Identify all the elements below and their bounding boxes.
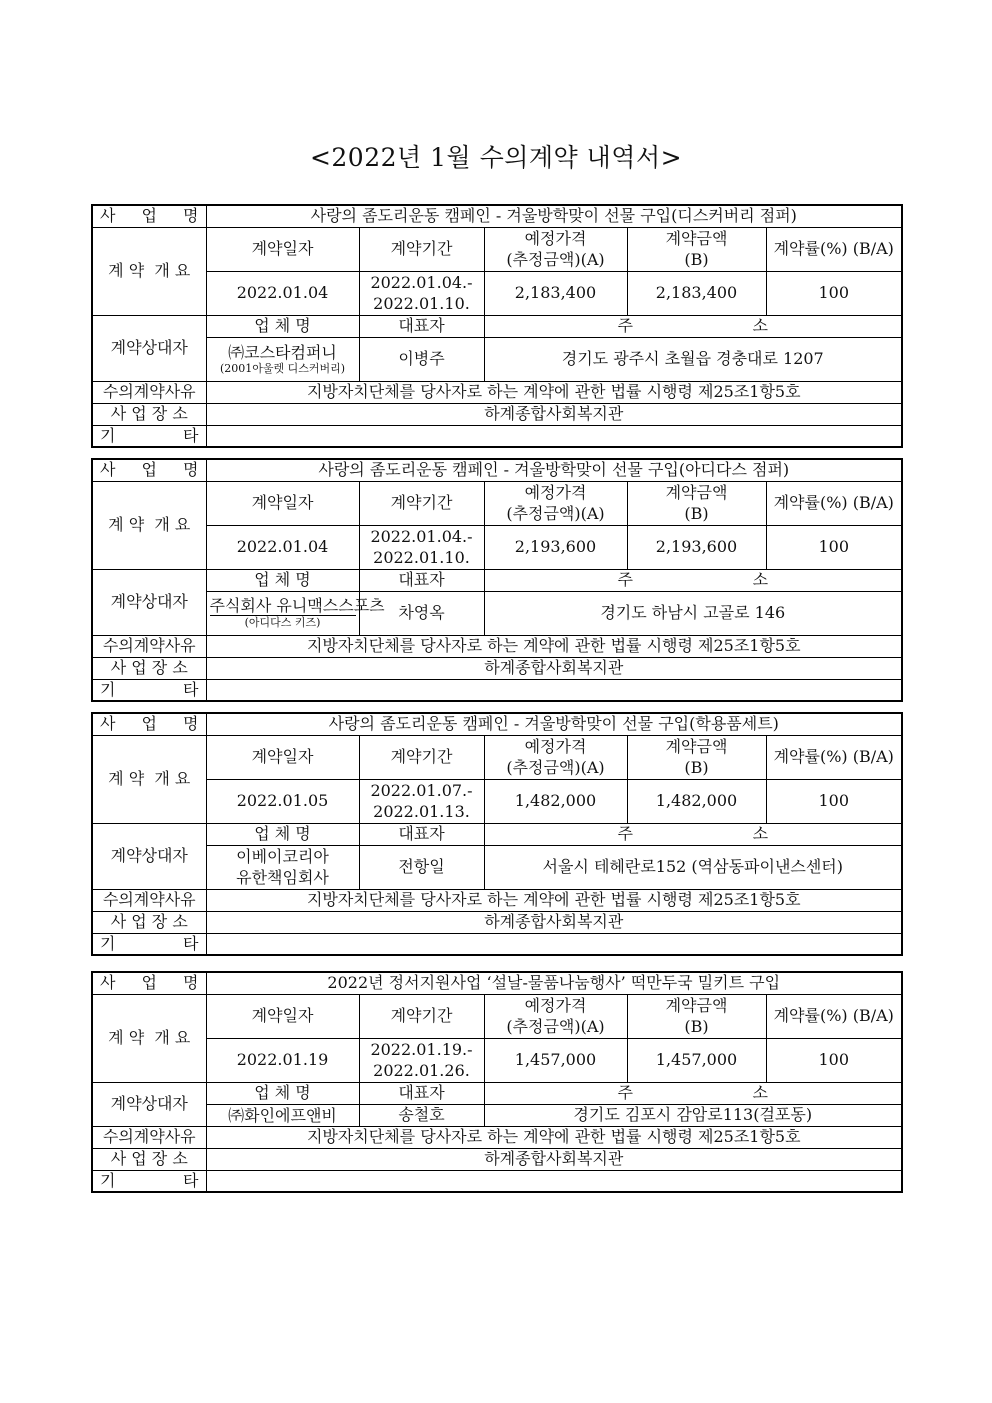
representative-header: 대표자: [359, 315, 484, 337]
estimated-price-header: [484, 994, 627, 1038]
address-value: 경기도 하남시 고골로 146: [484, 591, 902, 635]
reason-label: 수의계약사유: [92, 381, 206, 403]
contract-table: [91, 204, 903, 448]
contract-amount-header-line1: 계약금액: [665, 996, 728, 1015]
vendor-name-header: 업 체 명: [206, 823, 359, 845]
contract-amount-header: [627, 481, 766, 525]
contract-period-end: 2022.01.10.: [373, 548, 470, 567]
etc-label: [92, 679, 206, 701]
etc-value: [206, 679, 902, 701]
etc-label-text-part: 기: [100, 1170, 116, 1190]
contract-rate-header: 계약률(%) (B/A): [766, 735, 902, 779]
contract-date-value: 2022.01.04: [206, 271, 359, 315]
project-label-text-part: 업: [141, 206, 157, 226]
contract-amount-header: [627, 227, 766, 271]
address-header-part: 소: [752, 824, 769, 843]
address-header-text: [488, 316, 899, 336]
contract-period-end: 2022.01.26.: [373, 1061, 470, 1080]
contract-amount-value: 2,183,400: [627, 271, 766, 315]
project-label: [92, 713, 206, 735]
project-label: [92, 459, 206, 481]
reason-label: 수의계약사유: [92, 635, 206, 657]
etc-label-text-part: 기: [100, 933, 116, 953]
representative-header: 대표자: [359, 1082, 484, 1104]
etc-label-text-part: 타: [183, 679, 199, 699]
estimated-price-header-line2: (추정금액)(A): [506, 758, 605, 777]
contract-rate-header: 계약률(%) (B/A): [766, 227, 902, 271]
project-label-text-part: 명: [183, 714, 199, 734]
vendor-name-value: [206, 845, 359, 889]
project-label-text-part: 명: [183, 973, 199, 993]
project-label-text-part: 명: [183, 206, 199, 226]
contract-rate-value: 100: [766, 779, 902, 823]
vendor-name-header: 업 체 명: [206, 569, 359, 591]
contract-amount-header-line1: 계약금액: [665, 737, 728, 756]
overview-label: 계 약 개 요: [92, 481, 206, 569]
representative-value: 차영옥: [359, 591, 484, 635]
vendor-name-value: [206, 1104, 359, 1126]
etc-label: [92, 1170, 206, 1192]
etc-label-text-part: 타: [183, 933, 199, 953]
vendor-name-header: 업 체 명: [206, 315, 359, 337]
contractor-label: 계약상대자: [92, 823, 206, 889]
contract-date-header: 계약일자: [206, 481, 359, 525]
contract-rate-value: 100: [766, 525, 902, 569]
contract-table: [91, 971, 903, 1193]
contract-date-value: 2022.01.19: [206, 1038, 359, 1082]
contract-period-header: 계약기간: [359, 481, 484, 525]
estimated-price-header-line2: (추정금액)(A): [506, 504, 605, 523]
estimated-price-value: 2,183,400: [484, 271, 627, 315]
etc-value: [206, 1170, 902, 1192]
reason-value: 지방자치단체를 당사자로 하는 계약에 관한 법률 시행령 제25조1항5호: [206, 1126, 902, 1148]
estimated-price-header: [484, 481, 627, 525]
vendor-name-sub: (2001아울렛 디스커버리): [219, 361, 346, 375]
estimated-price-header-line2: (추정금액)(A): [506, 250, 605, 269]
project-name: 사랑의 좀도리운동 캠페인 - 겨울방학맞이 선물 구입(디스커버리 점퍼): [206, 205, 902, 227]
address-value: 경기도 김포시 감암로113(걸포동): [484, 1104, 902, 1126]
reason-label: 수의계약사유: [92, 889, 206, 911]
reason-value: 지방자치단체를 당사자로 하는 계약에 관한 법률 시행령 제25조1항5호: [206, 635, 902, 657]
project-label-text-part: 업: [141, 973, 157, 993]
contract-amount-header-line2: (B): [684, 250, 709, 269]
estimated-price-header-line1: 예정가격: [524, 996, 587, 1015]
contract-amount-value: 1,482,000: [627, 779, 766, 823]
contractor-label: 계약상대자: [92, 315, 206, 381]
etc-label-text-part: 기: [100, 679, 116, 699]
project-label-text: [96, 206, 203, 226]
address-header-part: 주: [617, 316, 633, 335]
contract-date-value: 2022.01.05: [206, 779, 359, 823]
overview-label: 계 약 개 요: [92, 227, 206, 315]
contract-rate-value: 100: [766, 1038, 902, 1082]
project-name: 사랑의 좀도리운동 캠페인 - 겨울방학맞이 선물 구입(아디다스 점퍼): [206, 459, 902, 481]
address-header-part: 소: [752, 1083, 769, 1102]
address-header-part: 주: [617, 570, 633, 589]
place-label: 사 업 장 소: [92, 657, 206, 679]
place-label: 사 업 장 소: [92, 911, 206, 933]
contract-period-start: 2022.01.19.-: [370, 1040, 473, 1059]
project-label-text-part: 명: [183, 460, 199, 480]
address-header: [484, 315, 902, 337]
project-label-text-part: 사: [100, 460, 116, 480]
contract-period-value: [359, 779, 484, 823]
vendor-name-sub: 유한책임회사: [236, 868, 329, 887]
etc-value: [206, 933, 902, 955]
vendor-name-main: 주식회사 유니맥스스포츠: [209, 596, 385, 615]
etc-label: [92, 933, 206, 955]
contract-period-start: 2022.01.04.-: [370, 527, 473, 546]
contract-period-start: 2022.01.07.-: [370, 781, 473, 800]
etc-value: [206, 425, 902, 447]
estimated-price-header-line2: (추정금액)(A): [506, 1017, 605, 1036]
project-label-text-part: 사: [100, 714, 116, 734]
address-header-part: 주: [617, 824, 633, 843]
project-label-text: [96, 714, 203, 734]
etc-label-text-part: 타: [183, 425, 199, 445]
contract-amount-header: [627, 735, 766, 779]
project-label-text: [96, 973, 203, 993]
contract-rate-value: 100: [766, 271, 902, 315]
address-header-text: [488, 570, 899, 590]
contract-amount-header-line2: (B): [684, 758, 709, 777]
overview-label: 계 약 개 요: [92, 994, 206, 1082]
contract-amount-header-line2: (B): [684, 1017, 709, 1036]
address-header-part: 소: [752, 316, 769, 335]
vendor-name-value: [206, 591, 385, 635]
project-label-text-part: 사: [100, 206, 116, 226]
contract-date-header: 계약일자: [206, 227, 359, 271]
project-label-text-part: 업: [141, 460, 157, 480]
estimated-price-header: [484, 735, 627, 779]
estimated-price-value: 1,482,000: [484, 779, 627, 823]
etc-label-text: [96, 680, 203, 700]
reason-value: 지방자치단체를 당사자로 하는 계약에 관한 법률 시행령 제25조1항5호: [206, 889, 902, 911]
place-label: 사 업 장 소: [92, 403, 206, 425]
project-label-text: [96, 460, 203, 480]
address-header: [484, 1082, 902, 1104]
project-label: [92, 205, 206, 227]
page-title: <2022년 1월 수의계약 내역서>: [309, 143, 683, 172]
contract-amount-header-line2: (B): [684, 504, 709, 523]
contractor-label: 계약상대자: [92, 1082, 206, 1126]
address-header-part: 주: [617, 1083, 633, 1102]
project-name: 2022년 정서지원사업 ‘설날-물품나눔행사’ 떡만두국 밀키트 구입: [206, 972, 902, 994]
estimated-price-header: [484, 227, 627, 271]
etc-label-text: [96, 1171, 203, 1191]
contract-amount-value: 2,193,600: [627, 525, 766, 569]
contract-table: [91, 458, 903, 702]
estimated-price-value: 2,193,600: [484, 525, 627, 569]
etc-label-text: [96, 934, 203, 954]
contract-table: [91, 712, 903, 956]
contract-date-value: 2022.01.04: [206, 525, 359, 569]
contract-period-end: 2022.01.10.: [373, 294, 470, 313]
contract-period-header: 계약기간: [359, 735, 484, 779]
place-value: 하계종합사회복지관: [206, 403, 902, 425]
representative-header: 대표자: [359, 569, 484, 591]
contract-period-value: [359, 1038, 484, 1082]
etc-label-text-part: 기: [100, 425, 116, 445]
contract-amount-header-line1: 계약금액: [665, 483, 728, 502]
etc-label-text: [96, 426, 203, 446]
contract-period-start: 2022.01.04.-: [370, 273, 473, 292]
vendor-name-header: 업 체 명: [206, 1082, 359, 1104]
project-label-text-part: 사: [100, 973, 116, 993]
place-value: 하계종합사회복지관: [206, 1148, 902, 1170]
place-value: 하계종합사회복지관: [206, 911, 902, 933]
estimated-price-header-line1: 예정가격: [524, 737, 587, 756]
contract-period-end: 2022.01.13.: [373, 802, 470, 821]
address-header: [484, 823, 902, 845]
overview-label: 계 약 개 요: [92, 735, 206, 823]
address-value: 서울시 테헤란로152 (역삼동파이낸스센터): [484, 845, 902, 889]
estimated-price-value: 1,457,000: [484, 1038, 627, 1082]
project-label-text-part: 업: [141, 714, 157, 734]
representative-header: 대표자: [359, 823, 484, 845]
address-header-part: 소: [752, 570, 769, 589]
reason-value: 지방자치단체를 당사자로 하는 계약에 관한 법률 시행령 제25조1항5호: [206, 381, 902, 403]
project-label: [92, 972, 206, 994]
place-label: 사 업 장 소: [92, 1148, 206, 1170]
contractor-label: 계약상대자: [92, 569, 206, 635]
contract-period-value: [359, 525, 484, 569]
contract-period-value: [359, 271, 484, 315]
estimated-price-header-line1: 예정가격: [524, 229, 587, 248]
contract-rate-header: 계약률(%) (B/A): [766, 994, 902, 1038]
etc-label-text-part: 타: [183, 1170, 199, 1190]
project-name: 사랑의 좀도리운동 캠페인 - 겨울방학맞이 선물 구입(학용품세트): [206, 713, 902, 735]
reason-label: 수의계약사유: [92, 1126, 206, 1148]
representative-value: 송철호: [359, 1104, 484, 1126]
contract-amount-header-line1: 계약금액: [665, 229, 728, 248]
contract-date-header: 계약일자: [206, 735, 359, 779]
vendor-name-main: ㈜화인에프앤비: [228, 1105, 337, 1125]
contract-period-header: 계약기간: [359, 994, 484, 1038]
address-header-text: [488, 1083, 899, 1103]
representative-value: 이병주: [359, 337, 484, 381]
vendor-name-sub: (아디다스 키즈): [244, 616, 321, 629]
representative-value: 전항일: [359, 845, 484, 889]
contract-amount-value: 1,457,000: [627, 1038, 766, 1082]
contract-rate-header: 계약률(%) (B/A): [766, 481, 902, 525]
place-value: 하계종합사회복지관: [206, 657, 902, 679]
address-header-text: [488, 824, 899, 844]
vendor-name-main: ㈜코스타컴퍼니: [228, 342, 337, 362]
contract-date-header: 계약일자: [206, 994, 359, 1038]
contract-amount-header: [627, 994, 766, 1038]
contract-period-header: 계약기간: [359, 227, 484, 271]
etc-label: [92, 425, 206, 447]
address-value: 경기도 광주시 초월읍 경충대로 1207: [484, 337, 902, 381]
address-header: [484, 569, 902, 591]
vendor-name-value: [206, 337, 359, 381]
vendor-name-main: 이베이코리아: [236, 847, 329, 866]
estimated-price-header-line1: 예정가격: [524, 483, 587, 502]
